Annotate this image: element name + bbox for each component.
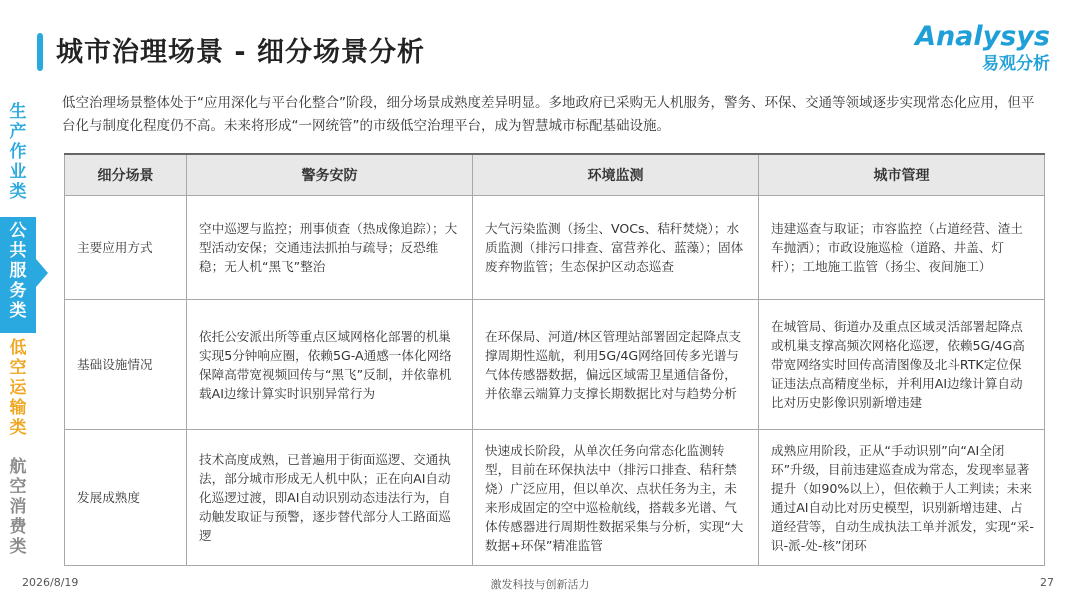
sidebar-char: 空: [9, 477, 27, 497]
table-cell: 大气污染监测（扬尘、VOCs、秸秆焚烧）；水质监测（排污口排查、富营养化、蓝藻）；固体废弃物监管；生态保护区动态巡查: [473, 196, 759, 300]
table-cell: 成熟应用阶段，正从“手动识别”向“AI全闭环”升级，目前违建巡查成为常态，发现率显著提升（如90%以上），但依赖于人工判读；未来通过AI自动比对历史模型，识别新增违建、占道经营等，自动生成执法工单并派发，实现“采-识-派-处-核”闭环: [759, 430, 1045, 566]
footer-slogan: 激发科技与创新活力: [490, 578, 590, 591]
sidebar-char: 费: [9, 517, 27, 537]
sidebar-char: 低: [9, 338, 27, 358]
sidebar-char: 空: [9, 358, 27, 378]
table-row: [65, 300, 1045, 430]
sidebar-char: 消: [9, 497, 27, 517]
logo-chinese: 易观分析: [982, 54, 1050, 74]
brand-logo: [915, 22, 1050, 75]
sidebar-char: 产: [9, 122, 27, 142]
sidebar-char: 业: [9, 162, 27, 182]
row-header: 主要应用方式: [65, 196, 187, 300]
sidebar-item-aviation-consumption[interactable]: [0, 453, 36, 569]
table-cell: 快速成长阶段，从单次任务向常态化监测转型，目前在环保执法中（排污口排查、秸秆禁烧）广泛应用，但以单次、点状任务为主，未来形成固定的空中巡检航线，搭载多光谱、气体传感器进行周期性数据采集与分析，实现“大数据+环保”精准监管: [473, 430, 759, 566]
sidebar-char: 公: [9, 221, 27, 241]
active-indicator-arrow-icon: [36, 259, 48, 287]
sidebar-char: 输: [9, 398, 27, 418]
column-header: 环境监测: [473, 154, 759, 196]
sidebar-item-public-service[interactable]: [0, 217, 36, 333]
table-cell: 技术高度成熟，已普遍用于街面巡逻、交通执法，部分城市形成无人机中队；正在向AI自动化巡逻过渡，即AI自动识别动态违法行为，自动触发取证与预警，逐步替代部分人工路面巡逻: [187, 430, 473, 566]
table-cell: 违建巡查与取证；市容监控（占道经营、渣土车抛洒）；市政设施巡检（道路、井盖、灯杆）；工地施工监管（扬尘、夜间施工）: [759, 196, 1045, 300]
sidebar-char: 类: [9, 301, 27, 321]
page-number: 27: [1040, 576, 1054, 589]
table-cell: 在环保局、河道/林区管理站部署固定起降点支撑周期性巡航，利用5G/4G网络回传多光谱与气体传感器数据，偏远区域需卫星通信备份，并依靠云端算力支撑长期数据比对与趋势分析: [473, 300, 759, 430]
row-header: 基础设施情况: [65, 300, 187, 430]
scenario-table: [64, 153, 1045, 566]
sidebar-char: 运: [9, 378, 27, 398]
column-header: 警务安防: [187, 154, 473, 196]
table-cell: 空中巡逻与监控；刑事侦查（热成像追踪）；大型活动安保；交通违法抓拍与疏导；反恐维稳；无人机“黑飞”整治: [187, 196, 473, 300]
sidebar-char: 作: [9, 142, 27, 162]
table-cell: 在城管局、街道办及重点区域灵活部署起降点或机巢支撑高频次网格化巡逻，依赖5G/4G高带宽网络实时回传高清图像及北斗RTK定位保证违法点高精度坐标，并利用AI边缘计算自动比对历史影像识别新增违建: [759, 300, 1045, 430]
column-header: 城市管理: [759, 154, 1045, 196]
sidebar-char: 务: [9, 281, 27, 301]
sidebar-char: 航: [9, 457, 27, 477]
column-header: 细分场景: [65, 154, 187, 196]
footer-date: 2026/8/19: [22, 576, 79, 589]
page-title: 城市治理场景 - 细分场景分析: [56, 37, 426, 68]
row-header: 发展成熟度: [65, 430, 187, 566]
sidebar-char: 类: [9, 537, 27, 557]
sidebar-char: 类: [9, 418, 27, 438]
logo-wordmark: Analysys: [915, 21, 1050, 52]
table-cell: 依托公安派出所等重点区域网格化部署的机巢实现5分钟响应圈，依赖5G-A通感一体化网络保障高带宽视频回传与“黑飞”反制，并依靠机载AI边缘计算实时识别异常行为: [187, 300, 473, 430]
title-accent-bar: [37, 33, 43, 71]
table-header-row: [65, 154, 1045, 196]
sidebar-char: 共: [9, 241, 27, 261]
sidebar-char: 服: [9, 261, 27, 281]
sidebar-char: 生: [9, 102, 27, 122]
table-row: [65, 196, 1045, 300]
sidebar-char: 类: [9, 182, 27, 202]
sidebar-item-production[interactable]: [0, 98, 36, 214]
intro-paragraph: 低空治理场景整体处于“应用深化与平台化整合”阶段，细分场景成熟度差异明显。多地政府已采购无人机服务，警务、环保、交通等领域逐步实现常态化应用，但平台化与制度化程度仍不高。未来将形成“一网统管”的市级低空治理平台，成为智慧城市标配基础设施。: [62, 95, 1035, 134]
table-row: [65, 430, 1045, 566]
sidebar-item-low-altitude-transport[interactable]: [0, 334, 36, 453]
